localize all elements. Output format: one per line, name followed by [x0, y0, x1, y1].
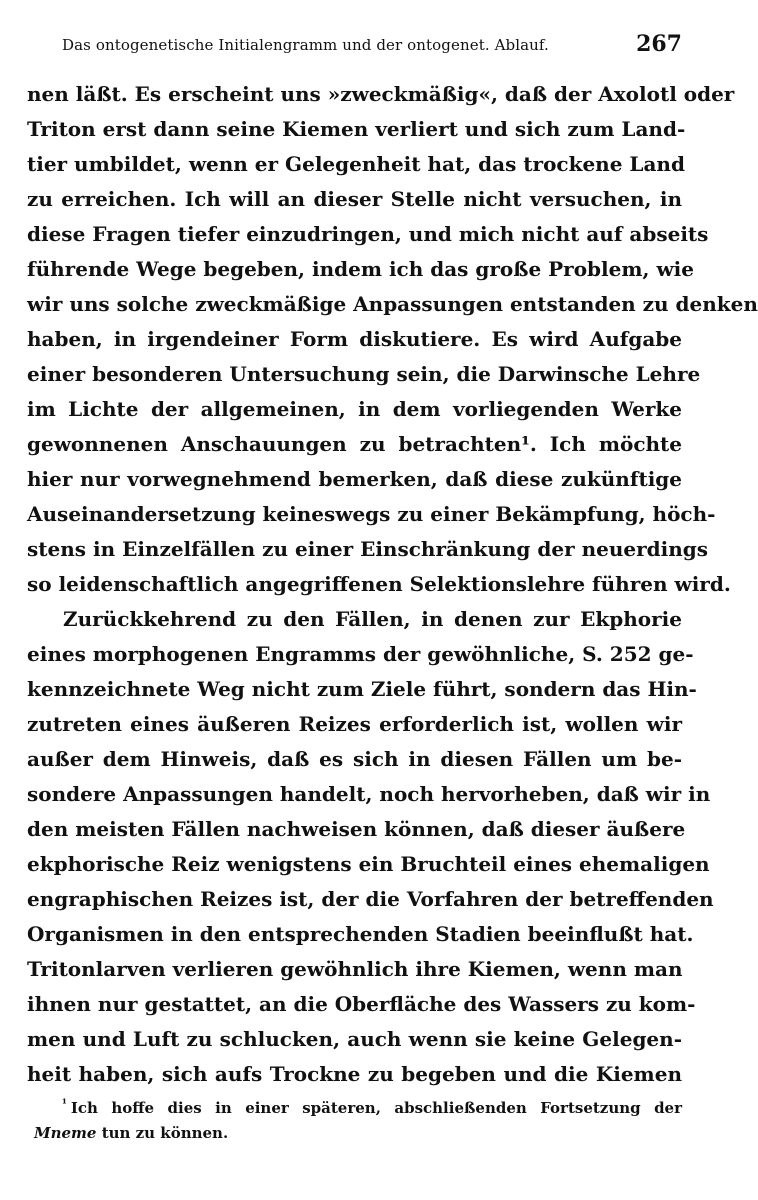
body-line: diese Fragen tiefer einzudringen, und mich nicht auf abseits	[27, 222, 709, 246]
body-line: einer besonderen Untersuchung sein, die Darwinsche Lehre	[27, 362, 701, 386]
body-line: zutreten eines äußeren Reizes erforderlich ist, wollen wir	[27, 712, 682, 736]
body-line: gewonnenen Anschauungen zu betrachten¹. Ich möchte	[27, 432, 682, 456]
body-line: eines morphogenen Engramms der gewöhnliche, S. 252 ge-	[27, 642, 694, 666]
body-line: kennzeichnete Weg nicht zum Ziele führt, sondern das Hin-	[27, 677, 697, 701]
body-line: hier nur vorwegnehmend bemerken, daß diese zukünftige	[27, 467, 682, 491]
body-line: wir uns solche zweckmäßige Anpassungen entstanden zu denken	[27, 292, 758, 316]
body-line: ekphorische Reiz wenigstens ein Bruchteil eines ehemaligen	[27, 852, 710, 876]
body-line: sondere Anpassungen handelt, noch hervorheben, daß wir in	[27, 782, 711, 806]
footnote-text: Ich hoffe dies in einer späteren, abschließenden Fortsetzung der	[70, 1099, 682, 1117]
body-line: im Lichte der allgemeinen, in dem vorliegenden Werke	[27, 397, 682, 421]
footnote-line	[34, 1122, 682, 1144]
body-line: Tritonlarven verlieren gewöhnlich ihre Kiemen, wenn man	[27, 957, 683, 981]
footnote-italic-title: Mneme	[34, 1124, 97, 1142]
running-header	[62, 30, 682, 60]
body-line: außer dem Hinweis, daß es sich in diesen Fällen um be-	[27, 747, 682, 771]
running-title: Das ontogenetische Initialengramm und der ontogenet. Ablauf.	[62, 36, 549, 54]
body-line: Triton erst dann seine Kiemen verliert und sich zum Land-	[27, 117, 686, 141]
body-line: Auseinandersetzung keineswegs zu einer Bekämpfung, höch-	[27, 502, 716, 526]
page-number: 267	[636, 31, 682, 57]
body-line: ihnen nur gestattet, an die Oberfläche des Wassers zu kom-	[27, 992, 696, 1016]
body-line: haben, in irgendeiner Form diskutiere. Es wird Aufgabe	[27, 327, 682, 351]
body-line: zu erreichen. Ich will an dieser Stelle nicht versuchen, in	[27, 187, 682, 211]
body-line: so leidenschaftlich angegriffenen Selektionslehre führen wird.	[27, 572, 731, 596]
body-line: nen läßt. Es erscheint uns »zweckmäßig«, daß der Axolotl oder	[27, 82, 735, 106]
body-line: den meisten Fällen nachweisen können, daß dieser äußere	[27, 817, 686, 841]
body-line: men und Luft zu schlucken, auch wenn sie keine Gelegen-	[27, 1027, 682, 1051]
footnote-marker: ¹	[62, 1097, 67, 1110]
body-line: Organismen in den entsprechenden Stadien beeinflußt hat.	[27, 922, 694, 946]
body-line: stens in Einzelfällen zu einer Einschränkung der neuerdings	[27, 537, 709, 561]
body-line: führende Wege begeben, indem ich das große Problem, wie	[27, 257, 694, 281]
body-line: tier umbildet, wenn er Gelegenheit hat, das trockene Land	[27, 152, 685, 176]
body-line: heit haben, sich aufs Trockne zu begeben und die Kiemen	[27, 1062, 682, 1086]
footnote-text: tun zu können.	[96, 1124, 229, 1142]
body-line: Zurückkehrend zu den Fällen, in denen zur Ekphorie	[63, 607, 682, 631]
footnote-line	[62, 1097, 682, 1119]
body-line: engraphischen Reizes ist, der die Vorfahren der betreffenden	[27, 887, 714, 911]
